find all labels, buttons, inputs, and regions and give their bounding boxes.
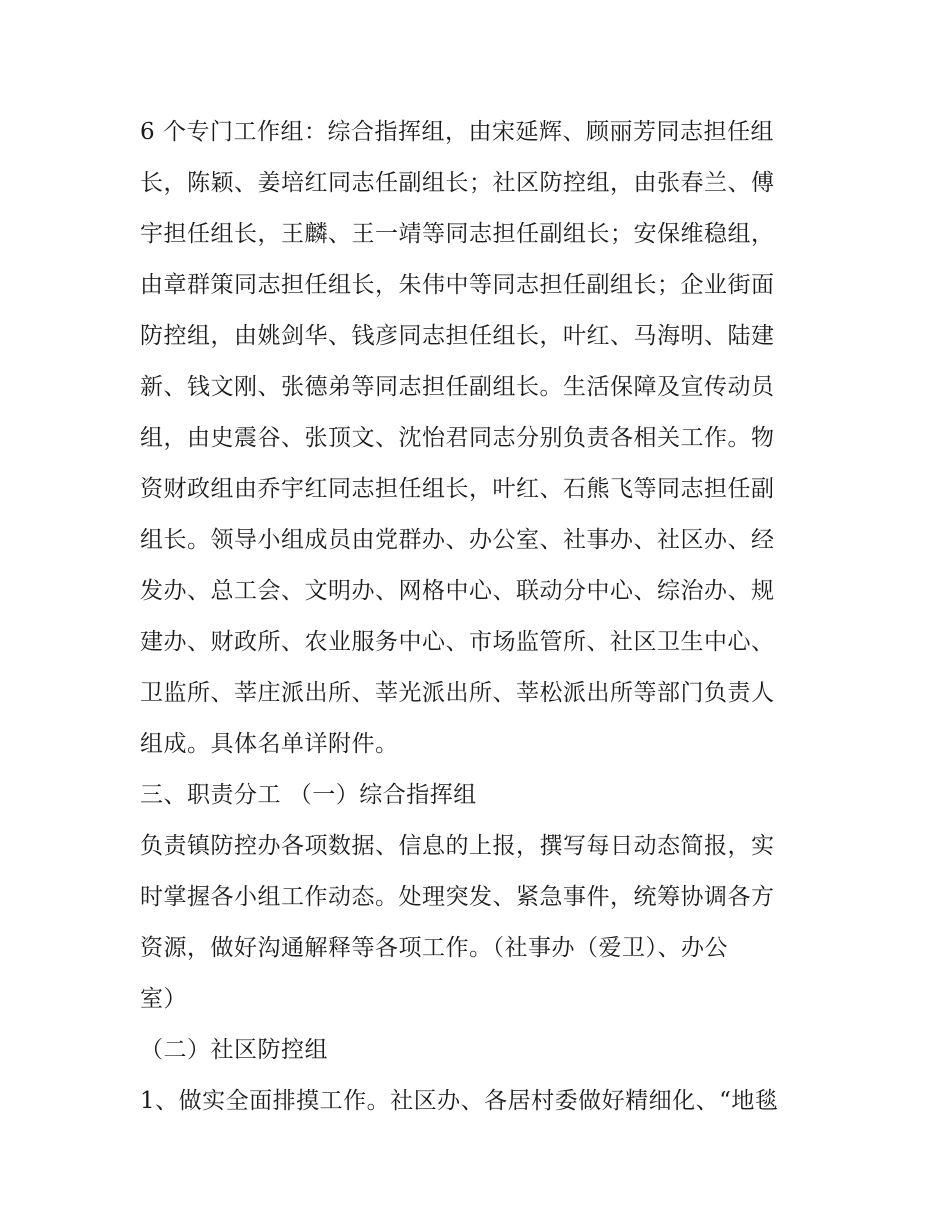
text-line: 建办、财政所、农业服务中心、市场监管所、社区卫生中心、 [140,629,775,655]
document-body [140,107,820,1127]
text-line: 负责镇防控办各项数据、信息的上报，撰写每日动态简报，实 [140,833,775,859]
text-line: 新、钱文刚、张德弟等同志担任副组长。生活保障及宣传动员 [140,374,775,400]
text-line: 由章群策同志担任组长，朱伟中等同志担任副组长；企业街面 [140,272,775,298]
text-line: 组成。具体名单详附件。 [140,731,399,757]
text-line: 组，由史震谷、张顶文、沈怡君同志分别负责各相关工作。物 [140,425,775,451]
text-line: 卫监所、莘庄派出所、莘光派出所、莘松派出所等部门负责人 [140,680,775,706]
text-line: 组长。领导小组成员由党群办、办公室、社事办、社区办、经 [140,527,775,553]
text-line: 防控组，由姚剑华、钱彦同志担任组长，叶红、马海明、陆建 [140,323,775,349]
subsection-heading: （二）社区防控组 [140,1037,328,1063]
text-line: 资财政组由乔宇红同志担任组长，叶红、石熊飞等同志担任副 [140,476,775,502]
text-line: 时掌握各小组工作动态。处理突发、紧急事件，统筹协调各方 [140,884,775,910]
text-line: 6 个专门工作组：综合指挥组，由宋延辉、顾丽芳同志担任组 [140,119,774,145]
text-line: 1、做实全面排摸工作。社区办、各居村委做好精细化、“地毯 [140,1088,779,1114]
text-line: 资源，做好沟通解释等各项工作。（社事办（爱卫）、办公 [140,935,728,961]
text-line: 室） [140,986,187,1012]
text-line: 长，陈颖、姜培红同志任副组长；社区防控组，由张春兰、傅 [140,170,775,196]
section-heading: 三、职责分工 （一）综合指挥组 [140,782,477,808]
text-line: 宇担任组长，王麟、王一靖等同志担任副组长；安保维稳组， [140,221,775,247]
text-line: 发办、总工会、文明办、网格中心、联动分中心、综治办、规 [140,578,775,604]
